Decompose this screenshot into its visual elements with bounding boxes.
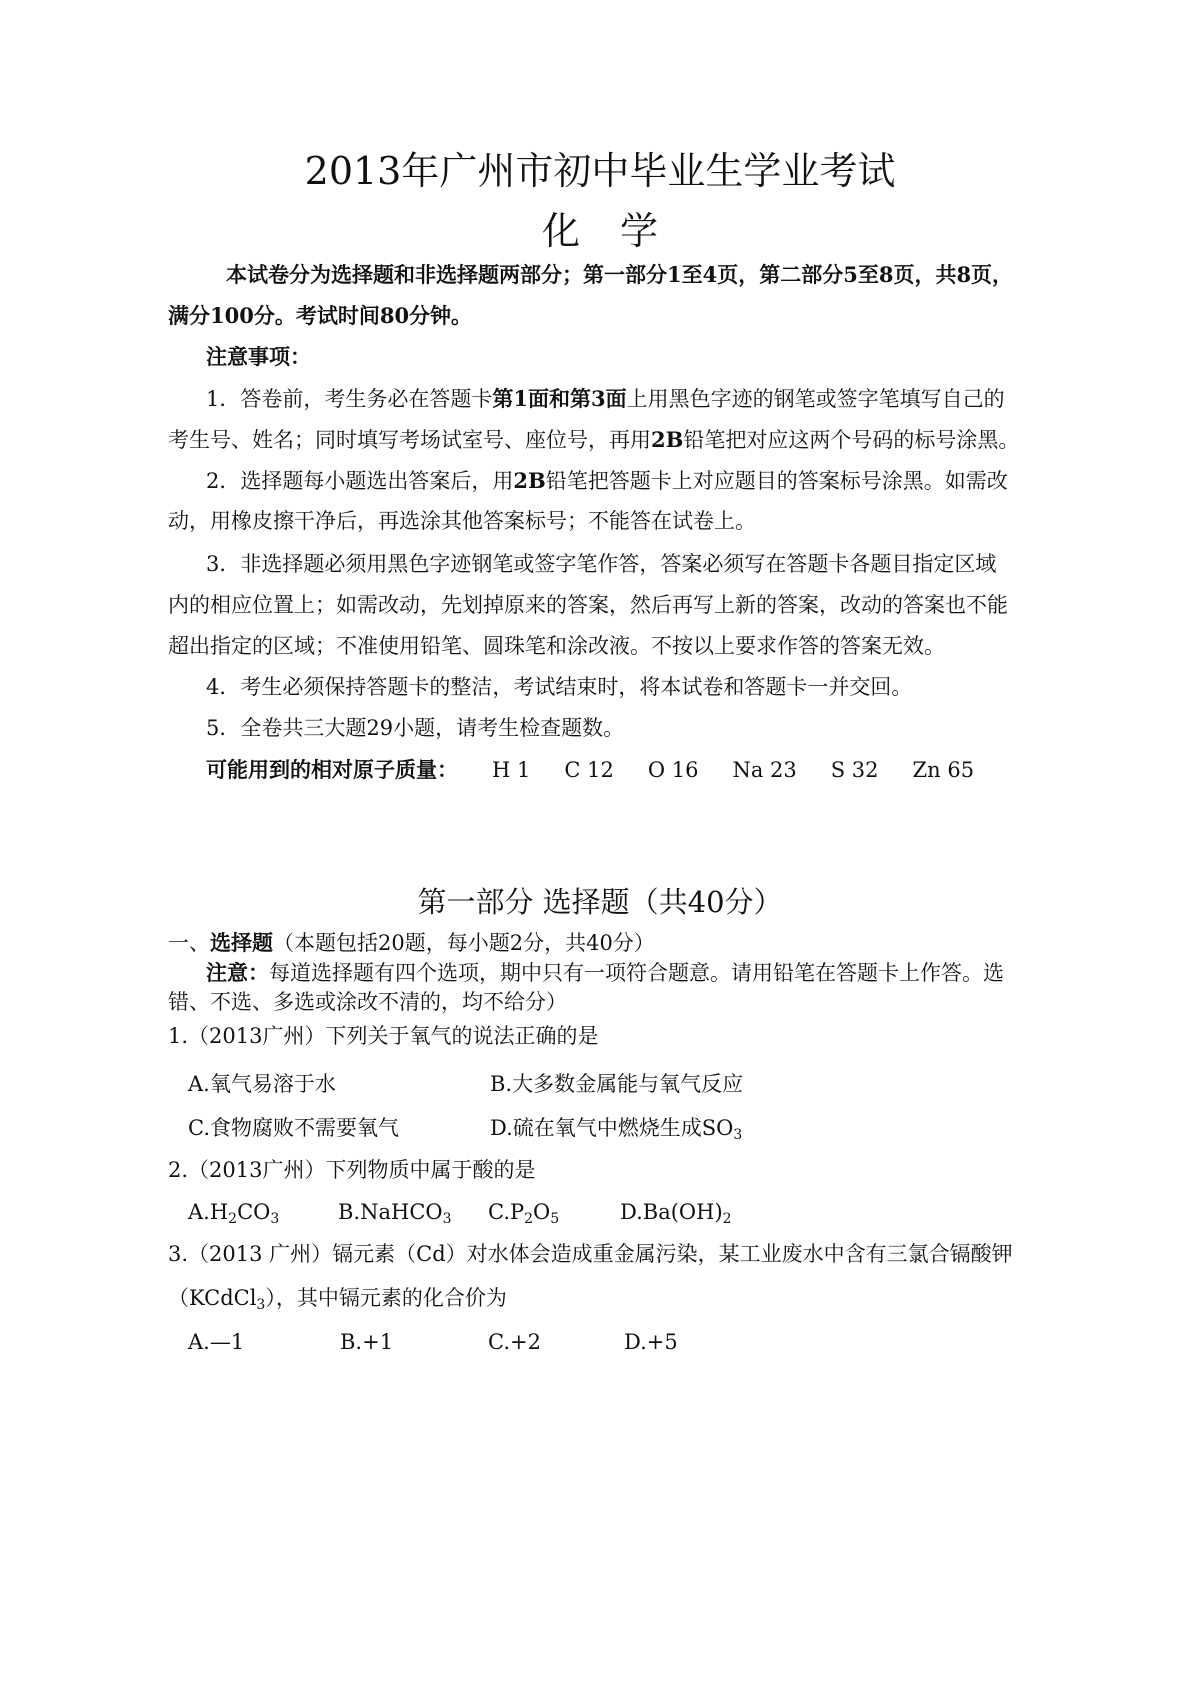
subscript: 3 xyxy=(256,1297,266,1313)
note-2-line-1 xyxy=(206,468,1008,494)
formula-part: O xyxy=(533,1200,551,1224)
question-3-option-d: D.+5 xyxy=(624,1330,678,1354)
question-1-stem: 1.（2013广州）下列关于氧气的说法正确的是 xyxy=(168,1024,599,1048)
note-1-line-2 xyxy=(168,427,1019,453)
question-3-option-c: C.+2 xyxy=(488,1330,541,1354)
subscript: 3 xyxy=(270,1211,280,1227)
question-2-option-a xyxy=(188,1200,280,1227)
section-name: 选择题 xyxy=(210,930,273,955)
subscript: 2 xyxy=(228,1211,238,1227)
section-heading xyxy=(168,930,655,956)
note-3-line-3: 超出指定的区域；不准使用铅笔、圆珠笔和涂改液。不按以上要求作答的答案无效。 xyxy=(168,634,945,658)
subscript: 2 xyxy=(524,1211,534,1227)
stem-text: （KCdCl xyxy=(168,1286,257,1310)
section-note-line-1 xyxy=(206,960,1004,986)
question-1-option-d xyxy=(490,1112,742,1142)
note-1-line-1 xyxy=(206,386,1005,412)
note-text: 2．选择题每小题选出答案后，用 xyxy=(206,469,514,493)
question-2-option-c xyxy=(488,1200,560,1227)
subscript: 5 xyxy=(550,1211,560,1227)
part-1-title: 第一部分 选择题（共40分） xyxy=(417,885,783,919)
note-emphasis: 2B xyxy=(651,427,684,452)
atomic-mass-item: O 16 xyxy=(647,758,699,782)
section-note-line-2: 错、不选、多选或涂改不清的，均不给分） xyxy=(168,990,567,1014)
atomic-mass-item: H 1 xyxy=(492,758,531,782)
notes-heading: 注意事项： xyxy=(206,344,311,369)
note-5: 5．全卷共三大题29小题，请考生检查题数。 xyxy=(206,716,625,740)
question-1-option-c: C.食物腐败不需要氧气 xyxy=(188,1116,399,1140)
formula-part: CO xyxy=(237,1200,271,1224)
atomic-mass-item: S 32 xyxy=(830,758,879,782)
note-emphasis: 第1面和第3面 xyxy=(492,386,627,411)
note-text: 上用黑色字迹的钢笔或签字笔填写自己的 xyxy=(626,387,1005,411)
formula-part: C.P xyxy=(488,1200,525,1224)
note-label: 注意： xyxy=(206,960,269,985)
subscript: 2 xyxy=(722,1211,732,1227)
intro-line-2: 满分100分。考试时间80分钟。 xyxy=(168,303,473,328)
atomic-mass-item: C 12 xyxy=(564,758,614,782)
intro-line-1: 本试卷分为选择题和非选择题两部分；第一部分1至4页，第二部分5至8页，共8页， xyxy=(226,262,1014,287)
question-2-option-b xyxy=(338,1200,452,1227)
note-text: 每道选择题有四个选项，期中只有一项符合题意。请用铅笔在答题卡上作答。选 xyxy=(269,961,1004,985)
question-2-stem: 2.（2013广州）下列物质中属于酸的是 xyxy=(168,1158,536,1182)
note-4: 4．考生必须保持答题卡的整洁，考试结束时，将本试卷和答题卡一并交回。 xyxy=(206,675,913,699)
note-3-line-2: 内的相应位置上；如需改动，先划掉原来的答案，然后再写上新的答案，改动的答案也不能 xyxy=(168,593,1008,617)
formula-part: B.NaHCO xyxy=(338,1200,443,1224)
option-text: D.硫在氧气中燃烧生成SO xyxy=(490,1116,734,1140)
note-emphasis: 2B xyxy=(513,468,546,493)
formula-part: D.Ba(OH) xyxy=(620,1200,723,1224)
question-1-option-a: A.氧气易溶于水 xyxy=(188,1072,336,1096)
question-1-option-b: B.大多数金属能与氧气反应 xyxy=(490,1072,744,1096)
atomic-mass-item: Na 23 xyxy=(732,758,797,782)
question-3-option-a: A.—1 xyxy=(188,1330,245,1354)
atomic-mass-row xyxy=(206,757,974,783)
section-desc: （本题包括20题，每小题2分，共40分） xyxy=(273,931,655,955)
subscript: 3 xyxy=(733,1127,743,1143)
note-text: 1．答卷前，考生务必在答题卡 xyxy=(206,387,493,411)
atomic-mass-item: Zn 65 xyxy=(912,758,975,782)
subscript: 3 xyxy=(442,1211,452,1227)
subject-title: 化学 xyxy=(541,209,698,253)
note-3-line-1: 3．非选择题必须用黑色字迹钢笔或签字笔作答，答案必须写在答题卡各题目指定区域 xyxy=(206,552,997,576)
stem-text: ），其中镉元素的化合价为 xyxy=(265,1286,507,1310)
question-3-stem-line-1: 3.（2013 广州）镉元素（Cd）对水体会造成重金属污染，某工业废水中含有三氯合镉酸钾 xyxy=(168,1242,1013,1266)
question-3-stem-line-2 xyxy=(168,1286,507,1311)
question-3-option-b: B.+1 xyxy=(340,1330,394,1354)
note-text: 铅笔把答题卡上对应题目的答案标号涂黑。如需改 xyxy=(545,469,1008,493)
atomic-mass-label: 可能用到的相对原子质量： xyxy=(206,757,458,782)
note-text: 铅笔把对应这两个号码的标号涂黑。 xyxy=(683,428,1020,452)
note-2-line-2: 动，用橡皮擦干净后，再选涂其他答案标号；不能答在试卷上。 xyxy=(168,509,756,533)
exam-title: 2013年广州市初中毕业生学业考试 xyxy=(304,149,896,193)
note-text: 考生号、姓名；同时填写考场试室号、座位号，再用 xyxy=(168,428,651,452)
formula-part: A.H xyxy=(188,1200,229,1224)
question-2-option-d xyxy=(620,1200,732,1227)
section-number: 一、 xyxy=(168,931,210,955)
